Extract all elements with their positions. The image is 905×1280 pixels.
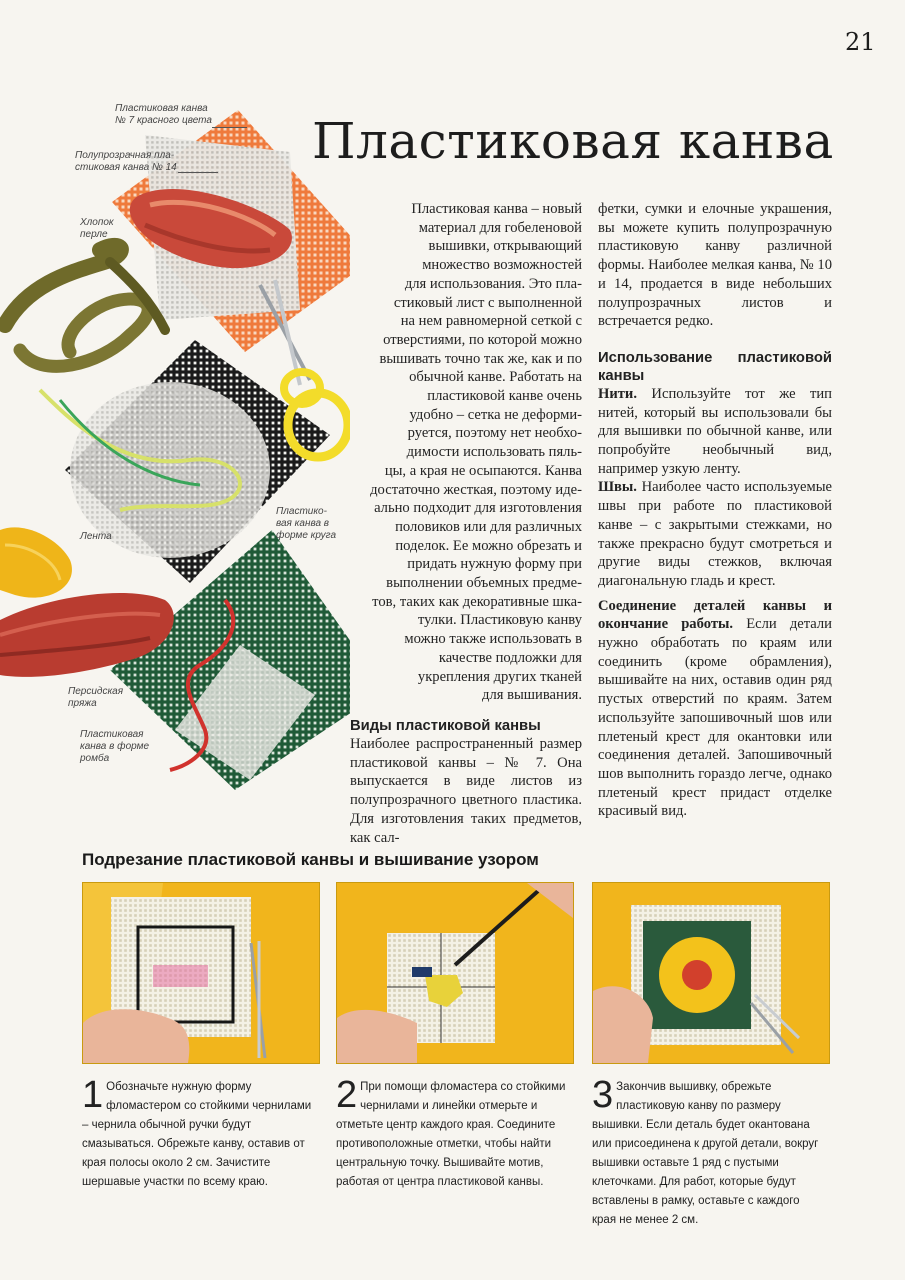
step-2-photo <box>336 882 574 1064</box>
label-persian-yarn: Персидская пряжа <box>68 686 124 709</box>
page-number: 21 <box>845 28 876 56</box>
intro-line: тулки. Пластиковую канву <box>417 612 582 629</box>
intro-line: Пластиковая канва – новый <box>411 201 582 217</box>
stitches-text: Наиболее часто используемые швы при работе по пластиковой канве – с закрытыми стежками, но также прекрасно будут смотреться и другие виды стежков, включая диагональную гладь и крест. <box>598 479 832 589</box>
yellow-yarn <box>0 527 72 597</box>
step-2 <box>336 1074 568 1192</box>
intro-line: множество возможностей <box>422 257 582 274</box>
intro-line: стиковый лист с выполненной <box>393 294 582 311</box>
stitches-label: Швы. <box>598 479 637 496</box>
intro-line: пластиковой канве очень <box>427 388 582 405</box>
label-round-canvas: Пластико- вая канва в форме круга <box>276 506 337 541</box>
intro-line: удобно – сетка не деформи- <box>409 406 582 423</box>
step-3-number: 3 <box>592 1074 614 1116</box>
step-2-text: При помощи фломастера со стойкими чернилами и линейки отмерьте и отметьте центр каждого края. Соедините противоположные отметки, чтобы найти центральную точку. Вышивайте мотив, работая от центра пластиковой канвы. <box>336 1081 566 1188</box>
label-translucent-canvas: Полупрозрачная пла- стиковая канва № 14 <box>75 150 177 173</box>
intro-column <box>350 200 582 847</box>
intro-line: можно также использовать в <box>404 631 582 648</box>
intro-line: поделок. Ее можно обрезать и <box>395 537 582 554</box>
types-text: Наиболее распространенный размер пластиковой канвы – № 7. Она выпускается в виде листов из полупрозрачного цветного пластика. Для изготовления таких предметов, как сал- <box>350 735 582 846</box>
intro-line: вышивать точно так же, как и по <box>379 350 582 367</box>
intro-line: достаточно жесткая, поэтому иде- <box>370 481 582 498</box>
intro-line: цы, а края не осыпаются. Канва <box>384 462 582 479</box>
usage-heading: Использование пластиковой канвы <box>598 349 832 384</box>
materials-illustration <box>0 90 350 810</box>
olive-cotton-twist <box>5 246 165 366</box>
step-3-photo <box>592 882 830 1064</box>
intro-line: для использования. Это пла- <box>404 275 582 292</box>
types-heading: Виды пластиковой канвы <box>350 717 541 734</box>
step-3-text: Закончив вышивку, обрежьте пластиковую канву по размеру вышивки. Если деталь будет окантована или присоединена к другой детали, вокруг вышивки оставьте 1 ряд с пустыми клеточками. Для работ, которые будут вставлены в рамку, оставьте с каждого края не менее 2 см. <box>592 1081 819 1226</box>
label-rhombus-canvas: Пластиковая канва в форме ромба <box>80 729 150 764</box>
intro-line: выполнении объемных предме- <box>386 575 582 592</box>
intro-line: обычной канве. Работать на <box>409 369 582 386</box>
label-ribbon: Лента <box>80 531 112 542</box>
intro-line: отверстиями, по которой можно <box>383 331 582 348</box>
step-1 <box>82 1074 314 1192</box>
intro-line: укрепления других тканей <box>417 668 582 685</box>
step-2-number: 2 <box>336 1074 358 1116</box>
intro-line: качестве подложки для <box>438 649 582 666</box>
steps-heading: Подрезание пластиковой канвы и вышивание узором <box>82 850 539 869</box>
intro-text <box>350 200 582 705</box>
right-column <box>598 200 832 821</box>
threads-label: Нити. <box>598 385 637 402</box>
intro-line: тов, таких как декоративные шка- <box>372 593 582 610</box>
threads-text: Используйте тот же тип нитей, который вы использовали бы для вышивки по обычной канве, или попробуйте необычный вид, например узкую ленту. <box>598 385 832 477</box>
step-3 <box>592 1074 824 1230</box>
continuation-text: фетки, сумки и елочные украшения, вы можете купить полупрозрачную пластиковую канву различной формы. Наиболее мелкая канва, № 10 и 14, продается в виде небольших полупрозрачных листов и встречается редко. <box>598 201 832 330</box>
page-title: Пластиковая канва <box>312 112 834 170</box>
intro-line: на нем равномерной сеткой с <box>400 313 582 330</box>
joining-label: Соединение деталей канвы и окончание работы. <box>598 597 832 633</box>
intro-line: материал для гобеленовой <box>418 219 582 236</box>
intro-line: для вышивания. <box>482 687 582 704</box>
intro-line: половиков или для различных <box>395 518 582 535</box>
step-1-number: 1 <box>82 1074 104 1116</box>
step-1-photo <box>82 882 320 1064</box>
intro-line: вышивки, открывающий <box>428 238 582 255</box>
label-red-canvas: Пластиковая канва № 7 красного цвета <box>115 103 212 126</box>
joining-text: Если детали нужно обработать по краям или соединить (кроме обрамления), вышивайте на них, оставив один ряд пустых отверстий по краям. Затем используйте запошивочный шов или плетеный крест для окантовки или соединения деталей. Запошивочный шов выполнить гораздо легче, однако плетеный крест придаст отделке красивый вид. <box>598 616 832 820</box>
step-1-text: Обозначьте нужную форму фломастером со стойкими чернилами – чернила обычной ручки будут смазываться. Обрежьте канву, оставив от края полосы около 2 см. Зачистите шершавые участки по всему краю. <box>82 1081 312 1188</box>
intro-line: руется, поэтому нет необхо- <box>407 425 582 442</box>
intro-line: ально подходит для изготовления <box>374 500 582 517</box>
intro-line: димости использовать пяль- <box>406 444 582 461</box>
label-cotton-perle: Хлопок перле <box>80 217 114 240</box>
intro-line: придать нужную форму при <box>407 556 582 573</box>
